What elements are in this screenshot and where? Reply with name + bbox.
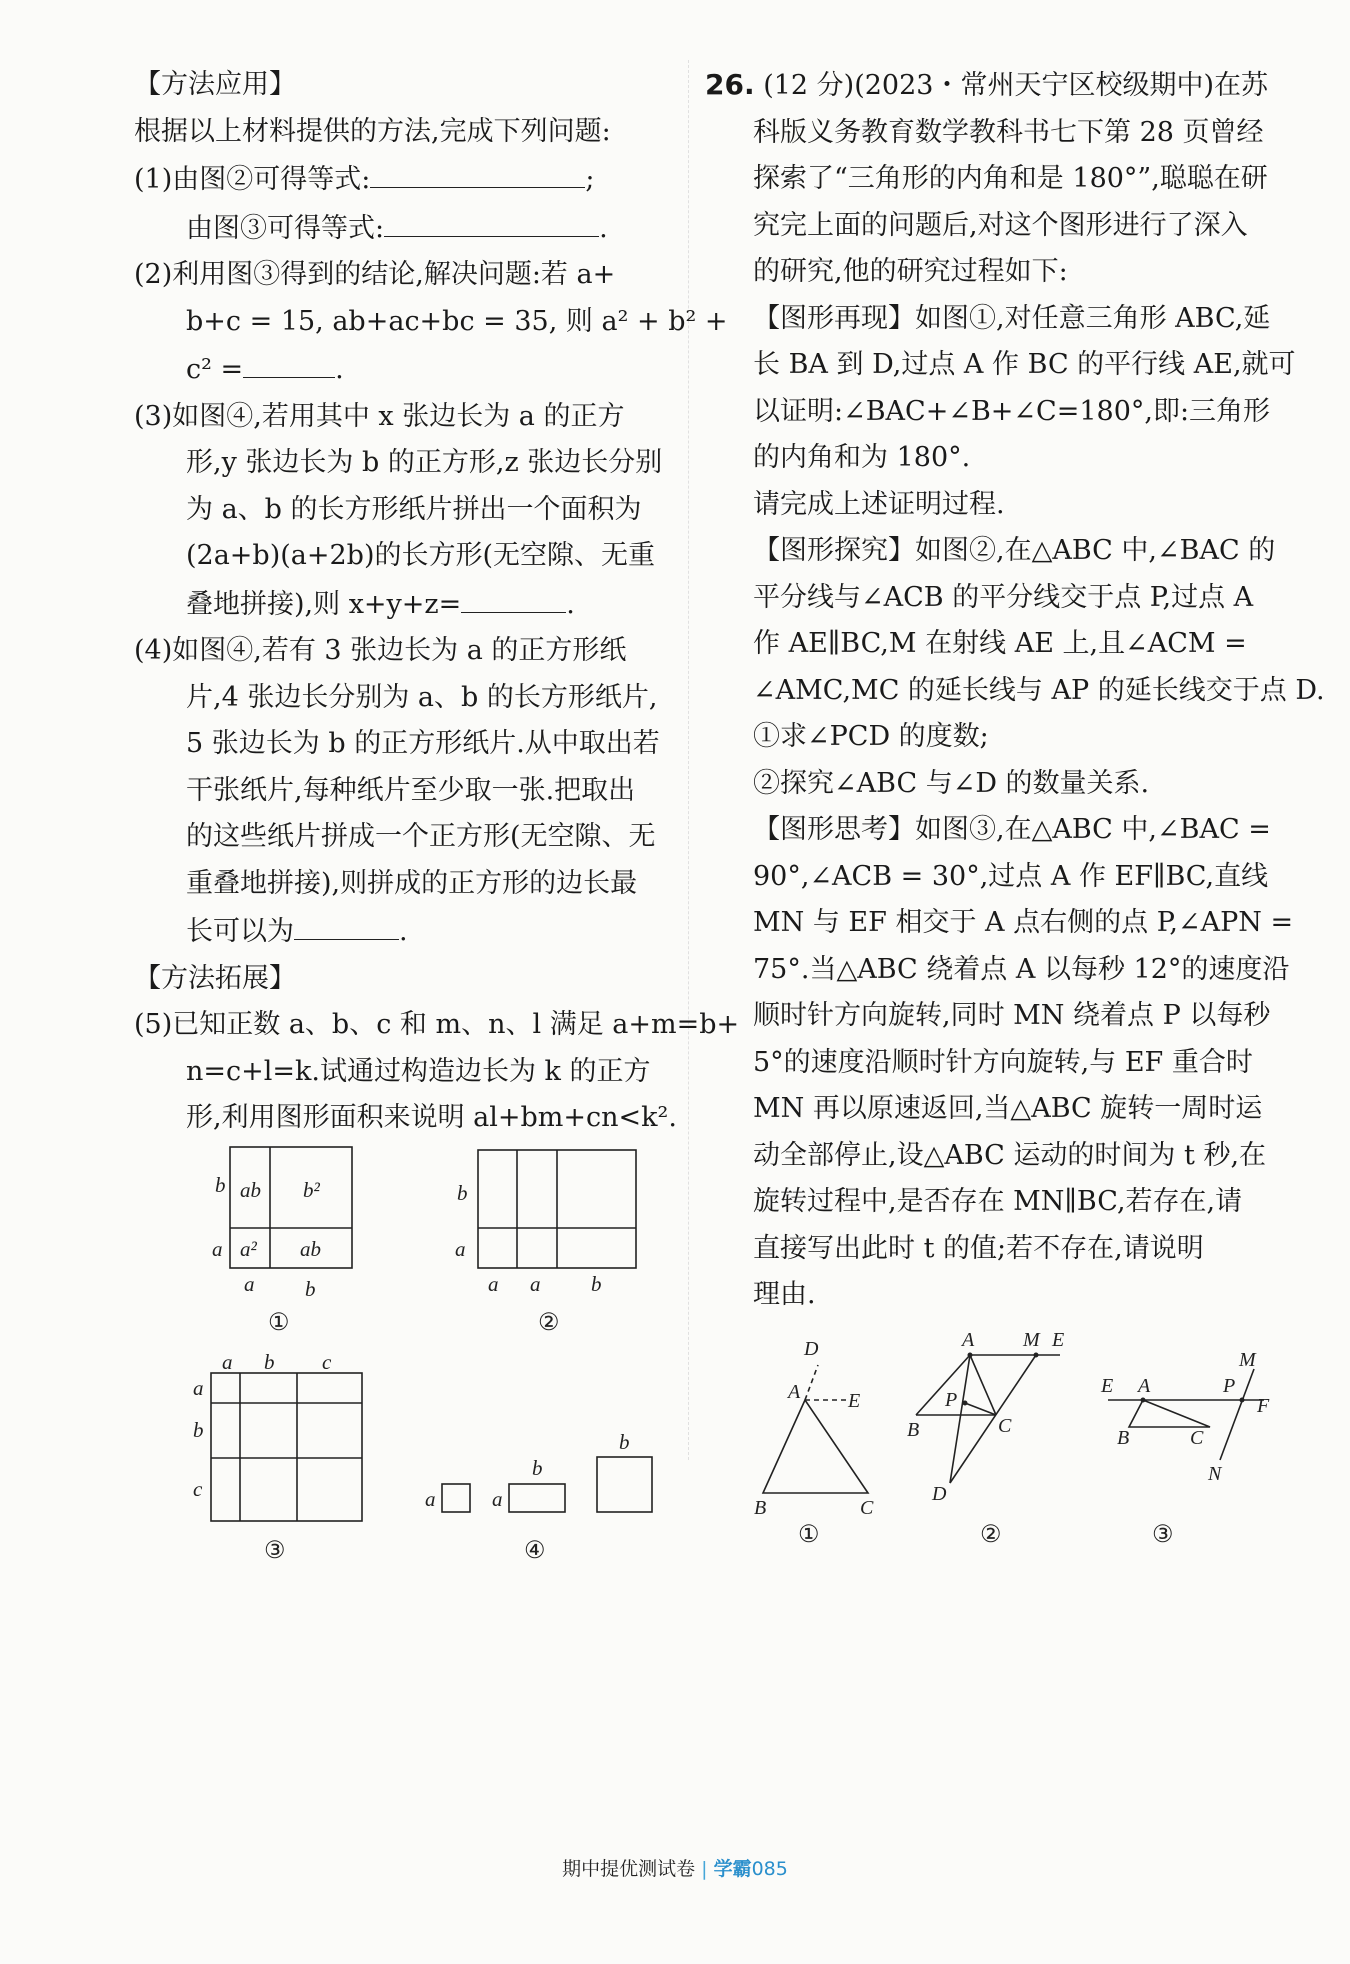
- s3-line-1: 【图形思考】如图③,在△ABC 中,∠BAC =: [753, 814, 1271, 845]
- g2-label-m: M: [1023, 1329, 1040, 1351]
- fig4-sq-b: b: [619, 1430, 630, 1454]
- q4-line-5: 的这些纸片拼成一个正方形(无空隙、无: [186, 821, 656, 852]
- fig2-bottom-b: b: [591, 1272, 602, 1296]
- q5-line-1: (5)已知正数 a、b、c 和 m、n、l 满足 a+m=b+: [134, 1009, 740, 1040]
- fig3-top-b: b: [264, 1350, 275, 1374]
- g1-triangle: [763, 1400, 868, 1493]
- q26-line-3: 探索了“三角形的内角和是 180°”,聪聪在研: [753, 163, 1268, 194]
- s3-line-9: 旋转过程中,是否存在 MN∥BC,若存在,请: [753, 1186, 1243, 1217]
- g1-caption: ①: [798, 1522, 820, 1548]
- question-number: 26.: [705, 68, 755, 101]
- g1-label-d: D: [804, 1338, 819, 1360]
- q26-line-5: 的研究,他的研究过程如下:: [753, 256, 1068, 287]
- g3-label-m: M: [1239, 1349, 1256, 1371]
- q1-line-a: (1)由图②可得等式: ;: [134, 155, 674, 204]
- s1-line-2: 长 BA 到 D,过点 A 作 BC 的平行线 AE,就可: [753, 349, 1296, 380]
- g2-label-p: P: [945, 1389, 958, 1411]
- g3-label-f: F: [1257, 1395, 1270, 1417]
- g3-label-e: E: [1101, 1375, 1114, 1397]
- g3-label-b: B: [1117, 1427, 1130, 1449]
- q5-line-3: 形,利用图形面积来说明 al+bm+cn<k².: [186, 1102, 677, 1133]
- s1-line-5: 请完成上述证明过程.: [753, 488, 1005, 520]
- fig4-rect-b: b: [532, 1456, 543, 1480]
- g2-label-c: C: [998, 1415, 1012, 1437]
- fig4-sq-a: a: [425, 1487, 436, 1511]
- q26-line-4: 究完上面的问题后,对这个图形进行了深入: [753, 209, 1248, 241]
- fig2-side-b: b: [457, 1181, 468, 1205]
- page-footer: [0, 1854, 1350, 1881]
- g2-caption: ②: [980, 1522, 1002, 1548]
- g3-label-a: A: [1138, 1375, 1151, 1397]
- fig3-side-b: b: [193, 1418, 204, 1442]
- s3-line-8: 动全部停止,设△ABC 运动的时间为 t 秒,在: [753, 1139, 1267, 1171]
- q3-line-3: 为 a、b 的长方形纸片拼出一个面积为: [186, 493, 642, 525]
- s3-line-4: 75°.当△ABC 绕着点 A 以每秒 12°的速度沿: [753, 953, 1290, 985]
- s2-line-4: ∠AMC,MC 的延长线与 AP 的延长线交于点 D.: [753, 674, 1325, 706]
- q3-line-2: 形,y 张边长为 b 的正方形,z 张边长分别: [186, 447, 663, 478]
- footer-title: 期中提优测试卷: [562, 1858, 696, 1880]
- g3-label-n: N: [1208, 1463, 1222, 1485]
- g1-label-a: A: [788, 1381, 801, 1403]
- q4-line-6: 重叠地拼接),则拼成的正方形的边长最: [186, 867, 638, 899]
- fig4-caption: ④: [524, 1538, 546, 1564]
- fig2-bottom-a2: a: [530, 1272, 541, 1296]
- q2-line-2: b+c = 15, ab+ac+bc = 35, 则 a² + b² +: [186, 305, 728, 337]
- g3-label-c: C: [1190, 1427, 1204, 1449]
- s2-line-2: 平分线与∠ACB 的平分线交于点 P,过点 A: [753, 581, 1254, 613]
- page-number: 085: [751, 1858, 788, 1880]
- footer-separator: |: [701, 1858, 708, 1880]
- fig2-side-a: a: [455, 1237, 466, 1261]
- fig3-top-a: a: [222, 1350, 233, 1374]
- q2-line-1: (2)利用图③得到的结论,解决问题:若 a+: [134, 259, 616, 290]
- g3-caption: ③: [1152, 1522, 1174, 1548]
- q3-line-1: (3)如图④,若用其中 x 张边长为 a 的正方: [134, 400, 625, 432]
- fig4-square-a: [442, 1484, 470, 1512]
- g1-label-c: C: [860, 1497, 874, 1519]
- fig1-label-ab: ab: [240, 1178, 261, 1202]
- q26-line-2: 科版义务教育数学教科书七下第 28 页曾经: [753, 116, 1264, 148]
- s2-line-3: 作 AE∥BC,M 在射线 AE 上,且∠ACM =: [753, 628, 1247, 659]
- q4-line-2: 片,4 张边长分别为 a、b 的长方形纸片,: [186, 681, 658, 713]
- fig1-caption: ①: [268, 1310, 290, 1336]
- fig2-bottom-a1: a: [488, 1272, 499, 1296]
- fig3-top-c: c: [322, 1350, 332, 1374]
- q4-line-1: (4)如图④,若有 3 张边长为 a 的正方形纸: [134, 635, 627, 666]
- fig1-side-a: a: [212, 1237, 223, 1261]
- q3-line-5: 叠地拼接),则 x+y+z= .: [134, 580, 674, 629]
- s2-line-5: ①求∠PCD 的度数;: [753, 721, 989, 752]
- intro-text: 根据以上材料提供的方法,完成下列问题:: [134, 115, 611, 147]
- s1-line-4: 的内角和为 180°.: [753, 442, 971, 473]
- s3-line-7: MN 再以原速返回,当△ABC 旋转一周时运: [753, 1093, 1263, 1124]
- fig1-bottom-a: a: [244, 1272, 255, 1296]
- g3-triangle: [1129, 1400, 1210, 1427]
- fig3-side-a: a: [193, 1376, 204, 1400]
- g1-label-e: E: [848, 1390, 861, 1412]
- fig1-label-a2: a²: [240, 1237, 257, 1261]
- g2-label-a: A: [962, 1329, 975, 1351]
- fig2-caption: ②: [538, 1310, 560, 1336]
- g1-label-b: B: [754, 1497, 767, 1519]
- s3-line-10: 直接写出此时 t 的值;若不存在,请说明: [753, 1232, 1204, 1264]
- fig4-rect-ab: [509, 1484, 565, 1512]
- footer-brand: 学霸: [713, 1858, 752, 1880]
- q3-line-4: (2a+b)(a+2b)的长方形(无空隙、无重: [186, 540, 656, 571]
- s3-line-3: MN 与 EF 相交于 A 点右侧的点 P,∠APN =: [753, 907, 1294, 938]
- q4-line-7: 长可以为 .: [134, 907, 674, 956]
- s3-line-6: 5°的速度沿顺时针方向旋转,与 EF 重合时: [753, 1046, 1253, 1078]
- method-ext-title: 【方法拓展】: [134, 962, 296, 994]
- s2-line-1: 【图形探究】如图②,在△ABC 中,∠BAC 的: [753, 535, 1276, 566]
- q1-line-b: 由图③可得等式: .: [134, 204, 674, 253]
- s1-line-1: 【图形再现】如图①,对任意三角形 ABC,延: [753, 302, 1271, 334]
- g3-label-p: P: [1223, 1375, 1236, 1397]
- g1-ba-extension: [805, 1365, 818, 1400]
- g2-label-e: E: [1052, 1329, 1065, 1351]
- fig3-side-c: c: [193, 1477, 203, 1501]
- fig1-label-b2: b²: [303, 1178, 320, 1202]
- s2-line-6: ②探究∠ABC 与∠D 的数量关系.: [753, 767, 1150, 799]
- q4-line-3: 5 张边长为 b 的正方形纸片.从中取出若: [186, 728, 660, 759]
- right-column: [705, 62, 1325, 1319]
- fig4-square-b: [597, 1457, 652, 1512]
- fig3-square: [211, 1373, 362, 1521]
- g2-label-b: B: [907, 1419, 920, 1441]
- g2-md: [950, 1355, 1036, 1483]
- q2-line-3: c² = .: [134, 345, 674, 394]
- fig1-label-ab2: ab: [300, 1237, 321, 1261]
- s3-line-5: 顺时针方向旋转,同时 MN 绕着点 P 以每秒: [753, 1000, 1271, 1031]
- g2-label-d: D: [932, 1483, 947, 1505]
- s1-line-3: 以证明:∠BAC+∠B+∠C=180°,即:三角形: [753, 395, 1271, 427]
- fig1-bottom-b: b: [305, 1277, 316, 1301]
- q4-line-4: 干张纸片,每种纸片至少取一张.把取出: [186, 774, 636, 806]
- right-figures: [700, 1320, 1320, 1570]
- s3-line-2: 90°,∠ACB = 30°,过点 A 作 EF∥BC,直线: [753, 860, 1269, 892]
- q5-line-2: n=c+l=k.试通过构造边长为 k 的正方: [186, 1055, 651, 1087]
- method-apply-title: 【方法应用】: [134, 69, 296, 100]
- fig4-rect-a: a: [492, 1487, 503, 1511]
- fig3-caption: ③: [264, 1538, 286, 1564]
- s3-line-11: 理由.: [753, 1279, 816, 1310]
- q26-line-1: 26. (12 分)(2023・常州天宁区校级期中)在苏: [705, 68, 1268, 101]
- fig1-side-b: b: [215, 1173, 226, 1197]
